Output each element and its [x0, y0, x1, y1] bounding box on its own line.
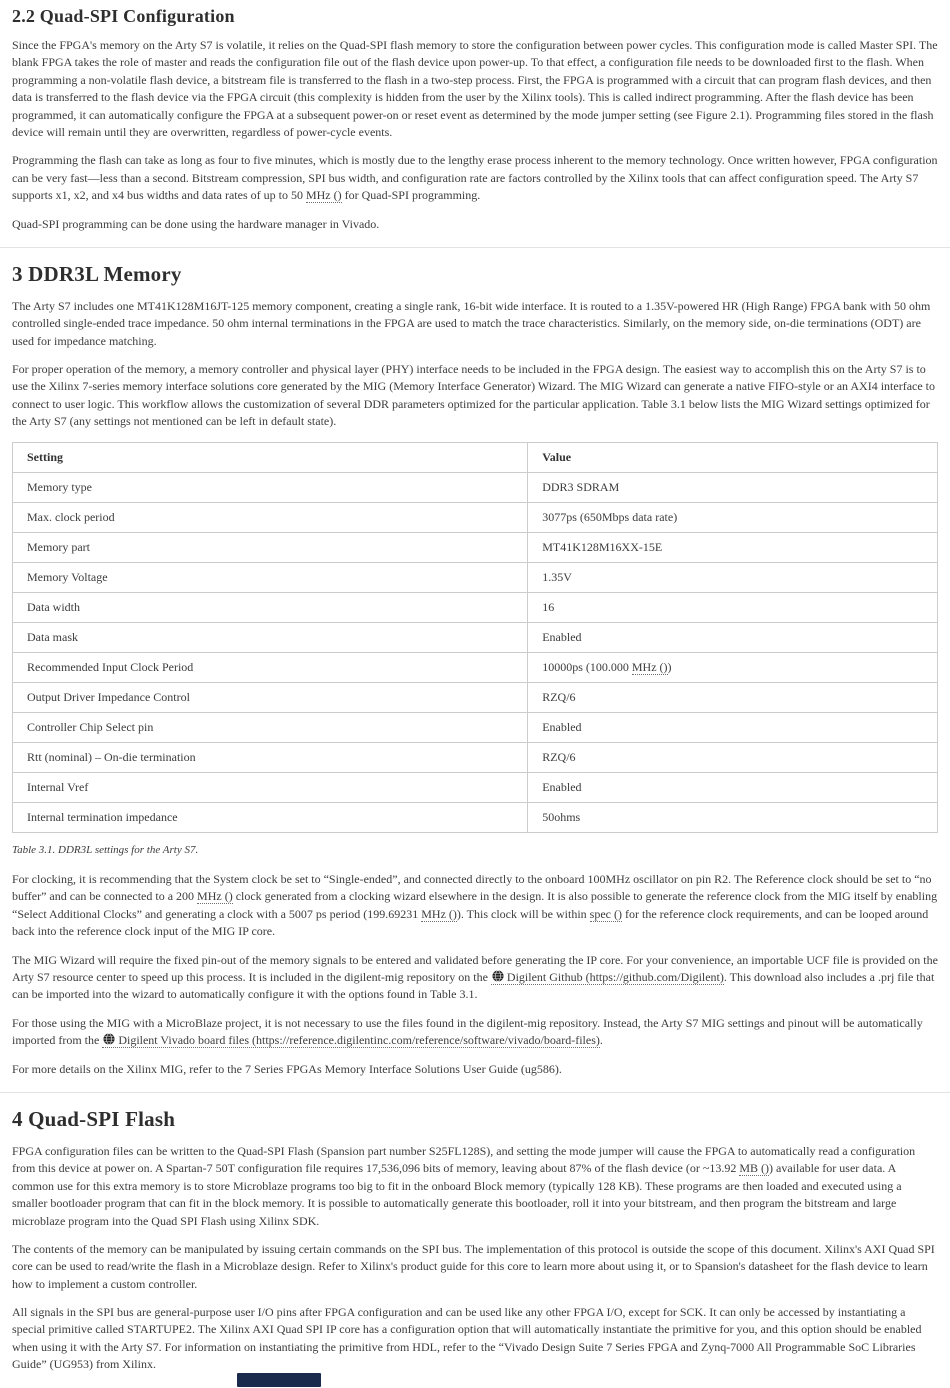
- table-header-cell: Setting: [13, 442, 528, 472]
- ddr3l-settings-table: [12, 442, 938, 833]
- section-heading: 3 DDR3L Memory: [12, 261, 182, 286]
- setting-cell: Memory part: [13, 532, 528, 562]
- glossary-term: MHz (): [305, 188, 342, 203]
- paragraph: For more details on the Xilinx MIG, refer to the 7 Series FPGAs Memory Interface Solutions User Guide (ug586).: [12, 1061, 562, 1076]
- table-row: [13, 502, 938, 532]
- setting-cell: Memory type: [13, 472, 528, 502]
- value-cell: RZQ/6: [528, 742, 938, 772]
- glossary-term: MHz (): [197, 889, 233, 904]
- external-link[interactable]: Digilent Vivado board files (https://reference.digilentinc.com/reference/software/vivado/board-files): [102, 1033, 600, 1048]
- setting-cell: Internal termination impedance: [13, 802, 528, 832]
- table-row: [13, 742, 938, 772]
- paragraph: The MIG Wizard will require the fixed pin-out of the memory signals to be entered and validated before generating the IP core. For your convenience, an importable UCF file is provided on the Arty S7 resource center to speed up this process. It is included in the digilent-mig repository on the Digilent Github (https://github.com/Digilent). This download also includes a .prj file that can be imported into the wizard to automatically configure it with the options found in Table 3.1.: [12, 952, 938, 1002]
- table-row: [13, 562, 938, 592]
- paragraph: Since the FPGA's memory on the Arty S7 is volatile, it relies on the Quad-SPI flash memory to store the configuration between power cycles. This configuration mode is called Master SPI. The blank FPGA takes the role of master and reads the configuration file out of the flash device upon power-up. To that effect, a configuration file needs to be downloaded first to the flash. When programming a non-volatile flash device, a bitstream file is transferred to the flash in a two-step process. First, the FPGA is programmed with a circuit that can program flash devices, and then data is transferred to the flash device via the FPGA circuit (this complexity is hidden from the user by the Xilinx tools). This is called indirect programming. After the flash device has been programmed, it can automatically configure the FPGA at a subsequent power-on or reset event as determined by the mode jumper setting (see Figure 2.1). Programming files stored in the flash device will remain until they are overwritten, regardless of power-cycle events.: [12, 38, 938, 139]
- setting-cell: Recommended Input Clock Period: [13, 652, 528, 682]
- paragraph: Quad-SPI programming can be done using the hardware manager in Vivado.: [12, 216, 380, 231]
- section-divider: [0, 247, 950, 248]
- table-row: [13, 772, 938, 802]
- setting-cell: Data width: [13, 592, 528, 622]
- external-link[interactable]: Digilent Github (https://github.com/Digilent): [491, 970, 724, 985]
- paragraph: The contents of the memory can be manipulated by issuing certain commands on the SPI bus. The implementation of this protocol is outside the scope of this document. Xilinx's AXI Quad SPI core can be used to read/write the flash in a Microblaze design. Refer to Xilinx's product guide for this core to learn more about using it, or to Spansion's datasheet for the flash device to learn how to implement a custom controller.: [12, 1241, 935, 1291]
- table-row: [13, 682, 938, 712]
- paragraph: For those using the MIG with a MicroBlaze project, it is not necessary to use the files found in the digilent-mig repository. Instead, the Arty S7 MIG settings and pinout will be automatically imported from the Digilent Vivado board files (https://reference.digilentinc.com/reference/software/vivado/board-files).: [12, 1015, 923, 1048]
- paragraph: For clocking, it is recommending that the System clock be set to “Single-ended”, and connected directly to the onboard 100MHz oscillator on pin R2. The Reference clock should be set to “no buffer” and can be connected to a 200 MHz () clock generated from a clocking wizard elsewhere in the design. It is also possible to generate the reference clock from the MIG itself by enabling “Select Additional Clocks” and generating a clock with a 5007 ps period (199.69231 MHz ()). This clock will be within spec () for the reference clock requirements, and can be looped around back into the reference clock input of the MIG IP core.: [12, 872, 938, 939]
- setting-cell: Max. clock period: [13, 502, 528, 532]
- glossary-term: spec (): [589, 906, 622, 921]
- value-cell: DDR3 SDRAM: [528, 472, 938, 502]
- value-cell: Enabled: [528, 712, 938, 742]
- setting-cell: Rtt (nominal) – On-die termination: [13, 742, 528, 772]
- table-row: [13, 622, 938, 652]
- section-divider: [0, 1092, 950, 1093]
- paragraph: The Arty S7 includes one MT41K128M16JT-125 memory component, creating a single rank, 16-bit wide interface. It is routed to a 1.35V-powered HR (High Range) FPGA bank with 50 ohm controlled single-ended trace impedance. 50 ohm internal terminations in the FPGA are used to match the trace characteristics. Similarly, on the memory side, on-die terminations (ODT) are used for impedance matching.: [12, 298, 931, 348]
- table-row: [13, 652, 938, 682]
- setting-cell: Data mask: [13, 622, 528, 652]
- value-cell: Enabled: [528, 772, 938, 802]
- section-heading: 2.2 Quad-SPI Configuration: [12, 6, 235, 26]
- value-cell: 3077ps (650Mbps data rate): [528, 502, 938, 532]
- table-row: [13, 532, 938, 562]
- table-row: [13, 592, 938, 622]
- globe-icon: [492, 970, 504, 982]
- value-cell: 50ohms: [528, 802, 938, 832]
- glossary-term: MB (): [739, 1161, 769, 1176]
- setting-cell: Memory Voltage: [13, 562, 528, 592]
- paragraph: FPGA configuration files can be written to the Quad-SPI Flash (Spansion part number S25FL128S), and setting the mode jumper will cause the FPGA to automatically read a configuration from this device at power on. A Spartan-7 50T configuration file requires 17,536,096 bits of memory, leaving about 87% of the flash device (or ~13.92 MB ()) available for user data. A common use for this extra memory is to store Microblaze programs too big to fit in the onboard Block memory (typically 128 KB). These programs are then loaded and executed using a smaller bootloader program that can fit in the block memory. It is possible to automatically generate this bootloader, roll it into your bitstream, and then program the bitstream and large microblaze program into the Quad SPI Flash using Xilinx SDK.: [12, 1143, 916, 1228]
- table-header-row: [13, 442, 938, 472]
- table-row: [13, 472, 938, 502]
- setting-cell: Controller Chip Select pin: [13, 712, 528, 742]
- globe-icon: [103, 1033, 115, 1045]
- section-heading: 4 Quad-SPI Flash: [12, 1106, 176, 1131]
- paragraph: Programming the flash can take as long as four to five minutes, which is mostly due to the lengthy erase process inherent to the memory technology. Once written however, FPGA configuration can be very fast—less than a second. Bitstream compression, SPI bus width, and configuration rate are factors controlled by the Xilinx tools that can affect configuration speed. The Arty S7 supports x1, x2, and x4 bus widths and data rates of up to 50 MHz () for Quad-SPI programming.: [12, 153, 938, 203]
- setting-cell: Internal Vref: [13, 772, 528, 802]
- setting-cell: Output Driver Impedance Control: [13, 682, 528, 712]
- paragraph: All signals in the SPI bus are general-purpose user I/O pins after FPGA configuration and can be used like any other FPGA I/O, except for SCK. It can only be accessed by instantiating a special primitive called STARTUPE2. The Xilinx AXI Quad SPI IP core has a configuration option that will automatically instantiate the primitive for you, and this option should be enabled when using it with the Arty S7. For information on instantiating the primitive from HDL, refer to the “Vivado Design Suite 7 Series FPGA and Zynq-7000 All Programmable SoC Libraries Guide” (UG953) from Xilinx.: [12, 1305, 922, 1372]
- partial-bottom-element: [237, 1373, 321, 1387]
- value-cell: RZQ/6: [528, 682, 938, 712]
- value-cell: 16: [528, 592, 938, 622]
- table-caption: Table 3.1. DDR3L settings for the Arty S7.: [12, 843, 199, 856]
- glossary-term: MHz (): [631, 659, 668, 674]
- table-row: [13, 802, 938, 832]
- value-cell: MT41K128M16XX-15E: [528, 532, 938, 562]
- table-row: [13, 712, 938, 742]
- value-cell: 1.35V: [528, 562, 938, 592]
- glossary-term: MHz (): [421, 906, 457, 921]
- paragraph: For proper operation of the memory, a memory controller and physical layer (PHY) interface needs to be included in the FPGA design. The easiest way to accomplish this on the Arty S7 is to use the Xilinx 7-series memory interface solutions core generated by the MIG (Memory Interface Generator) Wizard. The MIG Wizard can generate a native FIFO-style or an AXI4 interface to connect to user logic. This workflow allows the customization of several DDR parameters optimized for the particular application. Table 3.1 below lists the MIG Wizard settings optimized for the Arty S7 (any settings not mentioned can be left in default state).: [12, 362, 936, 429]
- table-header-cell: Value: [528, 442, 938, 472]
- value-cell: 10000ps (100.000 MHz ()): [528, 652, 938, 682]
- value-cell: Enabled: [528, 622, 938, 652]
